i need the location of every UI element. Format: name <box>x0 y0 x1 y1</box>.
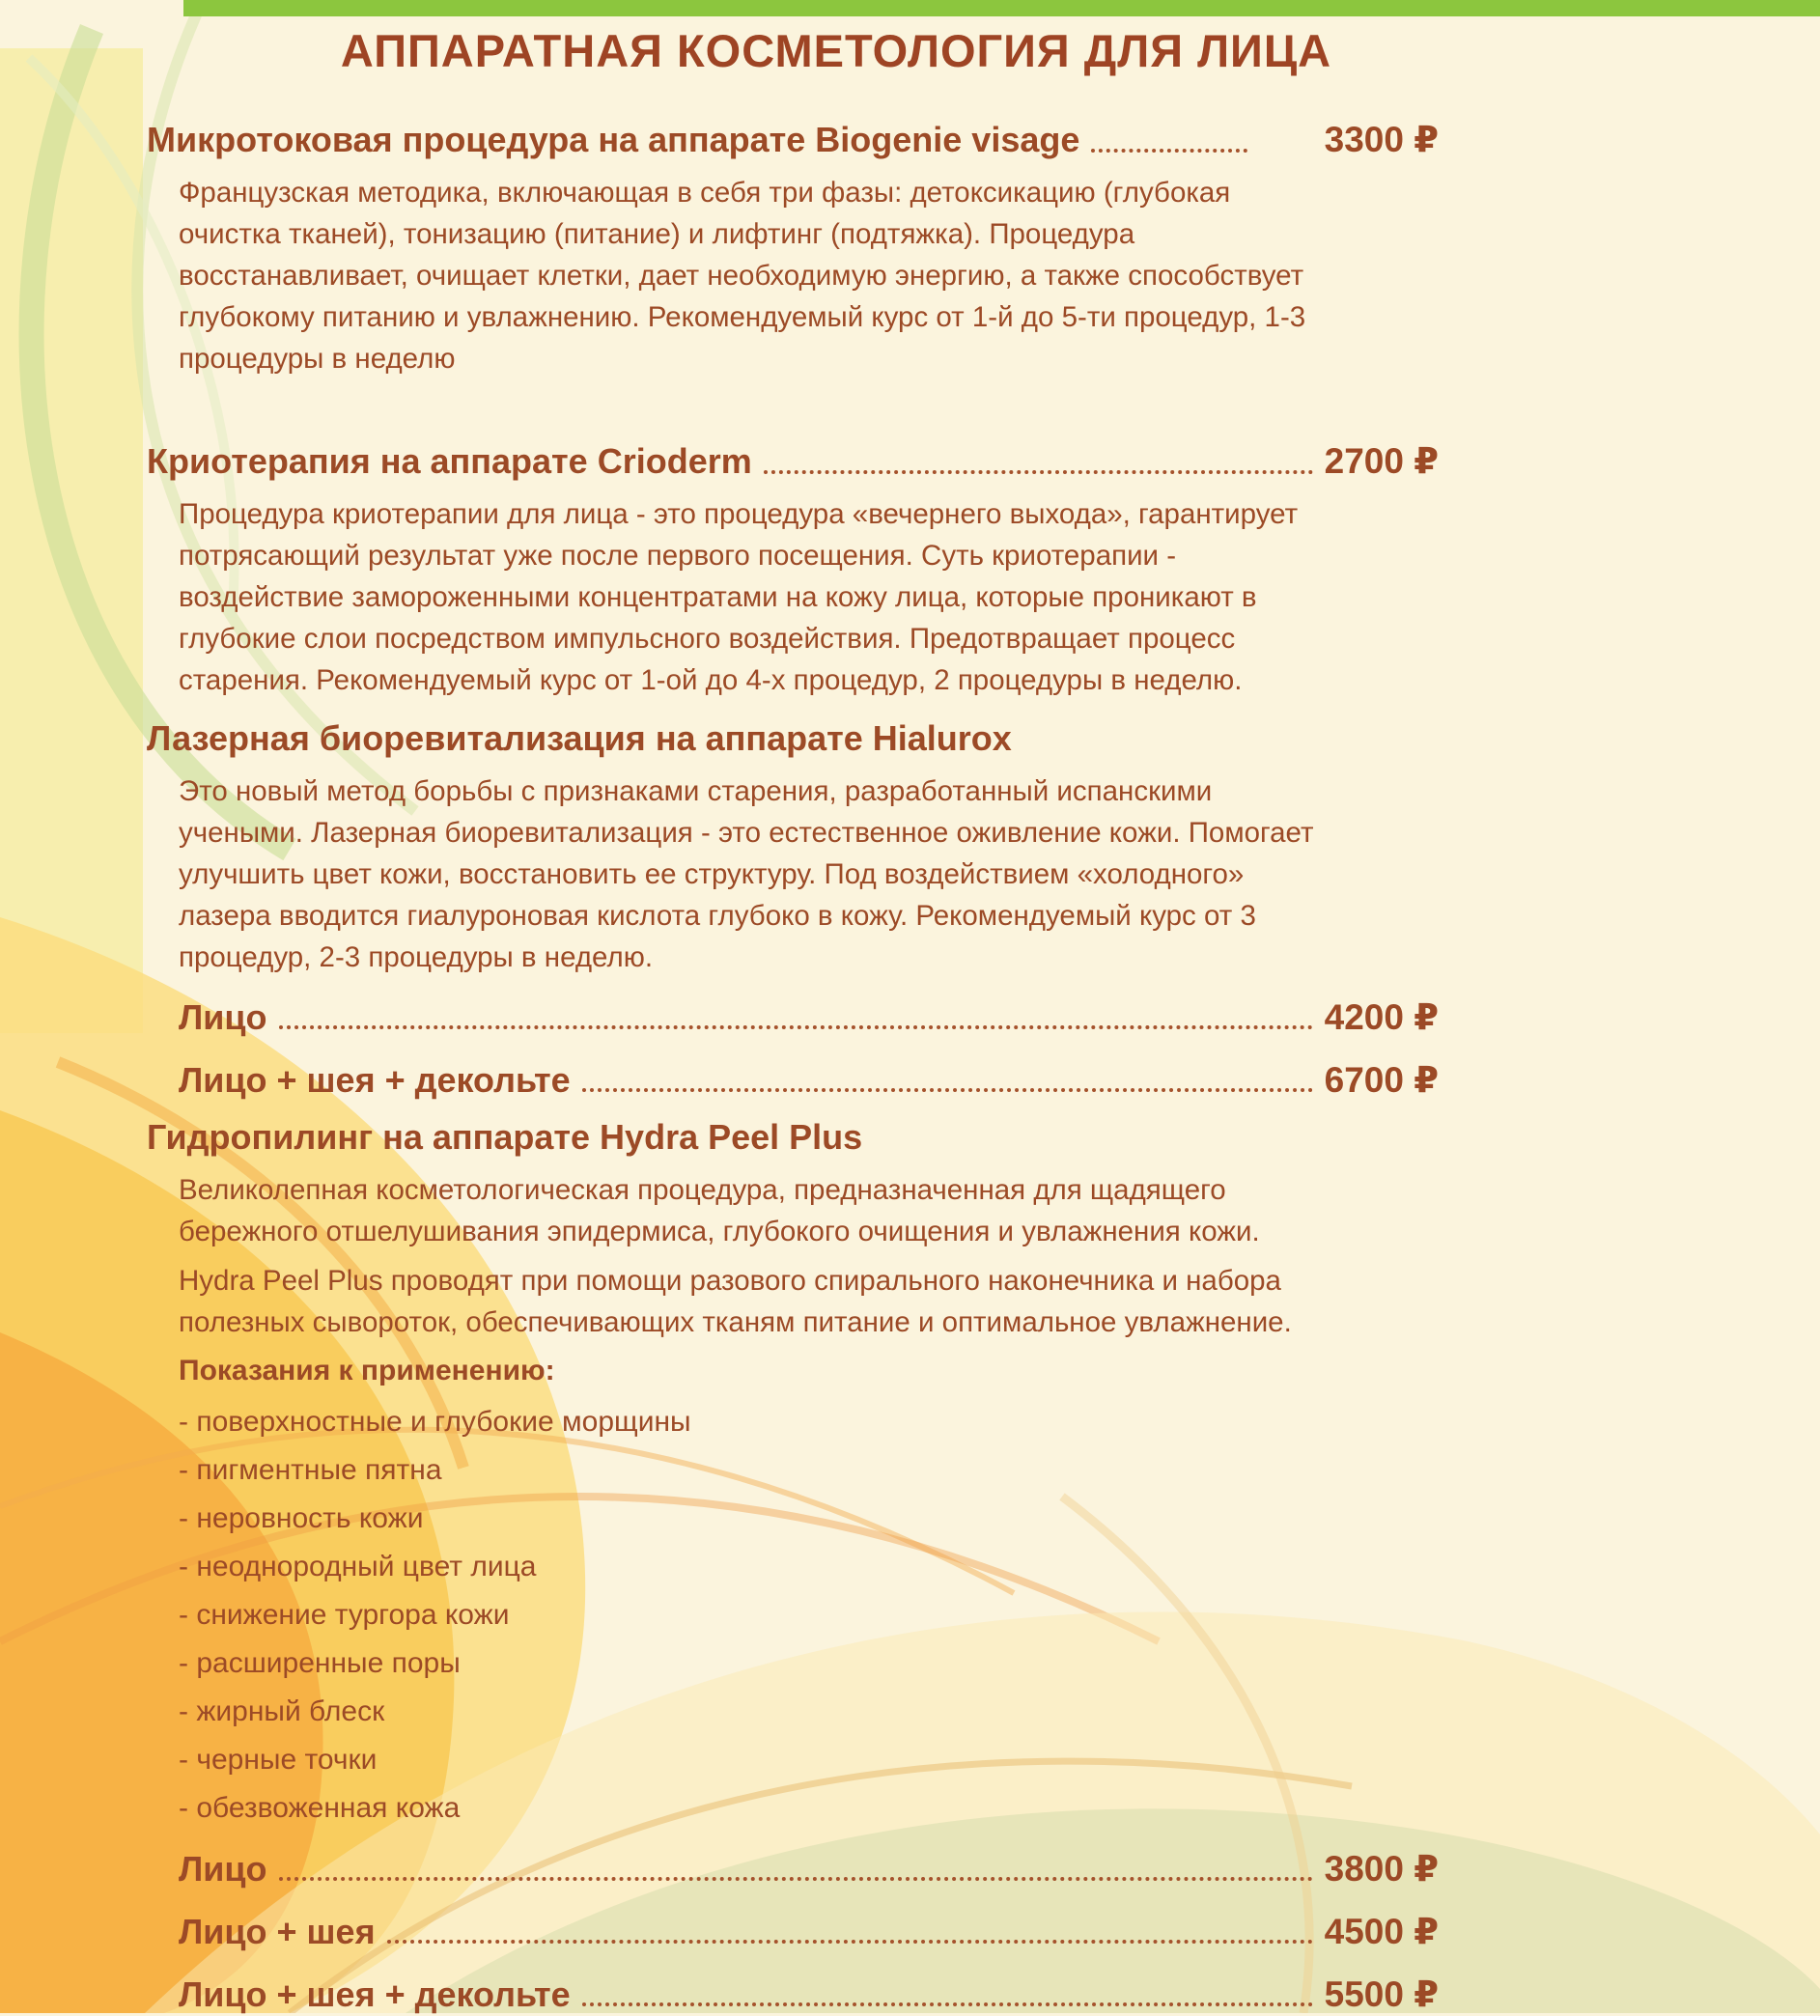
indications-title: Показания к применению: <box>179 1355 555 1386</box>
service-description: Великолепная косметологическая процедура, предназначенная для щадящего бережного отшелушивания эпидермиса, глубокого очищения и увлажнения кожи. <box>179 1174 1260 1247</box>
indication-item: - жирный блеск <box>179 1695 385 1727</box>
service-description: Это новый метод борьбы с признаками старения, разработанный испанскими учеными. Лазерная биоревитализация - это естественное оживление кожи. Помогает улучшить цвет кожи, восстановить ее структуру. Под воздействием «холодного» лазера вводится гиалуроновая кислота глубоко в кожу. Рекомендуемый курс от 3 процедур, 2-3 процедуры в неделю. <box>179 775 1314 973</box>
page-title: АППАРАТНАЯ КОСМЕТОЛОГИЯ ДЛЯ ЛИЦА <box>340 25 1332 76</box>
option-price: 5500 ₽ <box>1324 1974 1439 2014</box>
dotted-leader <box>1091 149 1246 153</box>
service-description: Процедура криотерапии для лица - это процедура «вечернего выхода», гарантирует потрясающий результат уже после первого посещения. Суть криотерапии - воздействие замороженными концентратами на кожу лица, которые проникают в глубокие слои посредством импульсного воздействия. Предотвращает процесс старения. Рекомендуемый курс от 1-ой до 4-х процедур, 2 процедуры в неделю. <box>179 498 1299 696</box>
dotted-leader <box>582 2002 1313 2006</box>
indication-item: - расширенные поры <box>179 1647 461 1679</box>
service-row <box>147 118 1439 162</box>
option-label: Лицо + шея <box>179 1912 376 1951</box>
option-row <box>179 1973 1439 2016</box>
indication-item: - снижение тургора кожи <box>179 1599 510 1631</box>
service-price: 3300 ₽ <box>1324 120 1439 159</box>
service-name: Гидропилинг на аппарате Hydra Peel Plus <box>147 1117 863 1157</box>
service-price: 2700 ₽ <box>1324 441 1439 481</box>
option-row <box>179 995 1439 1039</box>
option-price: 6700 ₽ <box>1324 1060 1439 1100</box>
dotted-leader <box>582 1088 1313 1092</box>
dotted-leader <box>387 1940 1313 1944</box>
service-section-hydra-peel <box>147 1115 1439 2016</box>
service-name: Лазерная биоревитализация на аппарате Hialurox <box>147 718 1012 758</box>
indication-item: - поверхностные и глубокие морщины <box>179 1406 691 1438</box>
service-section-hialurox <box>147 716 1439 1102</box>
option-row <box>179 1058 1439 1102</box>
indication-item: - черные точки <box>179 1744 378 1776</box>
indication-item: - обезвоженная кожа <box>179 1792 461 1824</box>
dotted-leader <box>279 1877 1313 1881</box>
indication-item: - неровность кожи <box>179 1502 424 1534</box>
option-label: Лицо + шея + декольте <box>179 1974 571 2014</box>
option-price: 3800 ₽ <box>1324 1849 1439 1889</box>
option-label: Лицо <box>179 1849 267 1889</box>
service-name: Микротоковая процедура на аппарате Biogenie visage <box>147 120 1080 159</box>
service-row <box>147 1115 1439 1160</box>
service-section-crioderm <box>147 439 1439 701</box>
dotted-leader <box>764 470 1313 474</box>
service-description: Hydra Peel Plus проводят при помощи разового спирального наконечника и набора полезных сывороток, обеспечивающих тканям питание и оптимальное увлажнение. <box>179 1265 1292 1338</box>
dotted-leader <box>279 1025 1313 1029</box>
option-price: 4200 ₽ <box>1324 997 1439 1037</box>
service-row <box>147 716 1439 761</box>
price-list <box>147 0 1439 2016</box>
option-row <box>179 1847 1439 1890</box>
option-label: Лицо <box>179 997 267 1037</box>
service-section-biogenie <box>147 118 1439 379</box>
option-label: Лицо + шея + декольте <box>179 1060 571 1100</box>
indication-item: - неоднородный цвет лица <box>179 1551 537 1582</box>
service-name: Криотерапия на аппарате Crioderm <box>147 441 752 481</box>
option-row <box>179 1910 1439 1953</box>
service-row <box>147 439 1439 484</box>
option-price: 4500 ₽ <box>1324 1912 1439 1951</box>
service-description: Французская методика, включающая в себя три фазы: детоксикацию (глубокая очистка тканей), тонизацию (питание) и лифтинг (подтяжка). Процедура восстанавливает, очищает клетки, дает необходимую энергию, а также способствует глубокому питанию и увлажнению. Рекомендуемый курс от 1-й до 5-ти процедур, 1-3 процедуры в неделю <box>179 177 1306 375</box>
indication-item: - пигментные пятна <box>179 1454 442 1486</box>
